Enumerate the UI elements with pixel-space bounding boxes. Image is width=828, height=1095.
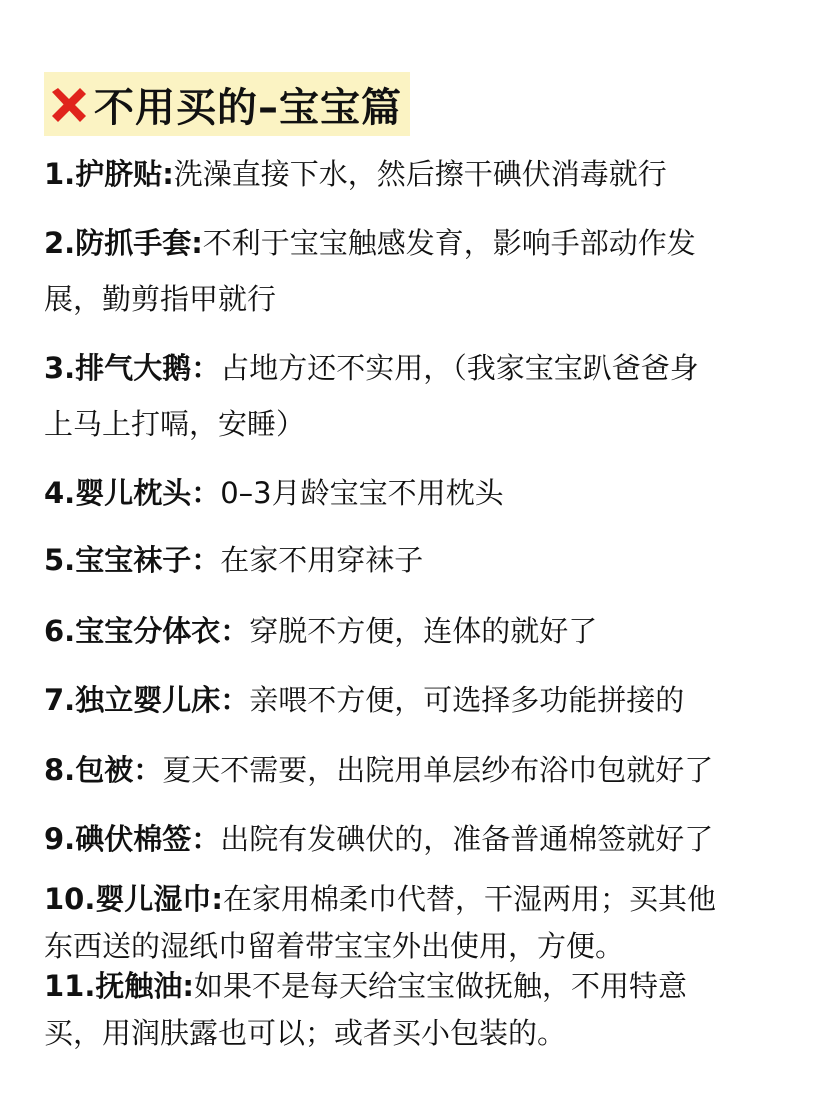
list-item-9: [44, 811, 788, 867]
item-text: 在家用棉柔巾代替，干湿两用；买其他: [222, 882, 716, 916]
item-text: 不利于宝宝触感发育，影响手部动作发: [202, 226, 696, 260]
list-item-4: [44, 465, 788, 521]
item-label: 8.包被：: [44, 753, 163, 787]
list-item-3: [44, 340, 788, 452]
item-text: 亲喂不方便，可选择多功能拼接的: [249, 683, 685, 717]
item-text: 穿脱不方便，连体的就好了: [249, 614, 598, 648]
item-label: 3.排气大鹅：: [44, 351, 221, 385]
item-text: 出院有发碘伏的，准备普通棉签就好了: [220, 822, 714, 856]
item-text: 占地方还不实用，（我家宝宝趴爸爸身: [220, 351, 699, 385]
item-label: 4.婴儿枕头：: [44, 476, 221, 510]
list-item-7: [44, 672, 788, 728]
cross-mark-icon: [46, 82, 90, 126]
item-text: 0–3月龄宝宝不用枕头: [220, 476, 504, 510]
page-title-text: 不用买的–宝宝篇: [94, 84, 402, 131]
item-text-cont: 东西送的湿纸巾留着带宝宝外出使用，方便。: [44, 929, 625, 963]
item-text-cont: 买，用润肤露也可以；或者买小包装的。: [44, 1016, 567, 1050]
list-item-2: [44, 215, 788, 327]
item-label: 7.独立婴儿床：: [44, 683, 250, 717]
item-label: 11.抚触油:: [44, 969, 194, 1003]
item-label: 6.宝宝分体衣：: [44, 614, 250, 648]
item-label: 2.防抓手套:: [44, 226, 203, 260]
item-text-cont: 上马上打嗝，安睡）: [44, 407, 306, 441]
item-label: 10.婴儿湿巾:: [44, 882, 223, 916]
list-item-5: [44, 532, 788, 588]
item-text-cont: 展，勤剪指甲就行: [44, 282, 277, 316]
page-title: [44, 72, 410, 136]
list-item-8: [44, 742, 788, 798]
list-item-1: [44, 146, 788, 202]
item-text: 洗澡直接下水，然后擦干碘伏消毒就行: [173, 157, 667, 191]
list-item-11: [44, 963, 788, 1057]
item-text: 在家不用穿袜子: [220, 543, 424, 577]
item-label: 5.宝宝袜子：: [44, 543, 221, 577]
item-text: 夏天不需要，出院用单层纱布浴巾包就好了: [162, 753, 714, 787]
item-label: 1.护脐贴:: [44, 157, 174, 191]
list-item-10: [44, 876, 788, 970]
list-item-6: [44, 603, 788, 659]
item-text: 如果不是每天给宝宝做抚触，不用特意: [193, 969, 687, 1003]
item-label: 9.碘伏棉签：: [44, 822, 221, 856]
